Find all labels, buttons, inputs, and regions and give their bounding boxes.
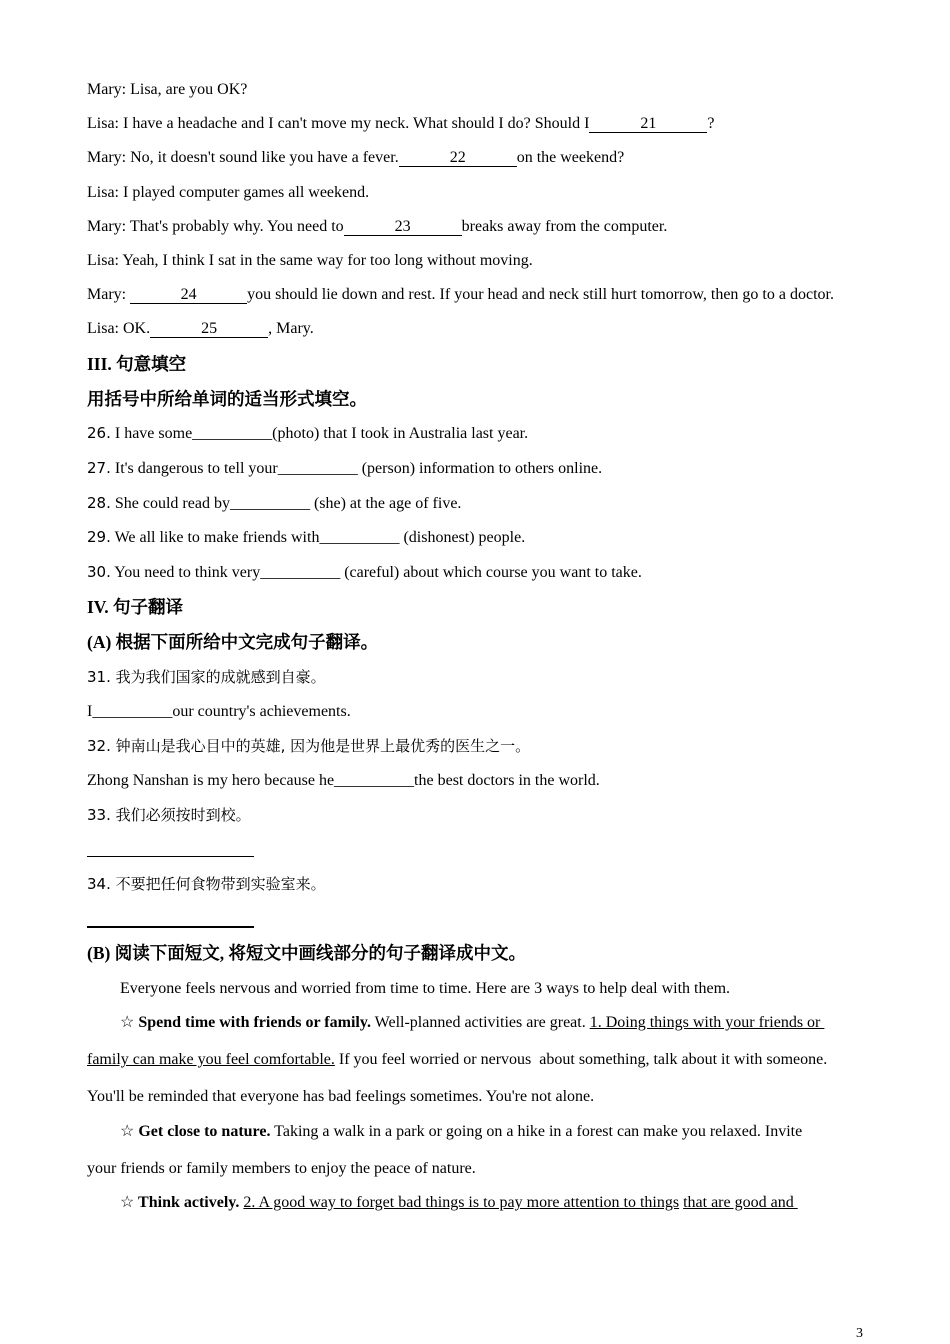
question-text: Zhong Nanshan is my hero because he xyxy=(87,772,335,789)
question-text: She could read by xyxy=(110,495,230,512)
question-text: 钟南山是我心目中的英雄, 因为他是世界上最优秀的医生之一。 xyxy=(110,737,531,755)
question-text: (dishonest) people. xyxy=(399,529,526,546)
passage-tip-1-line-3: You'll be reminded that everyone has bad feelings sometimes. You're not alone. xyxy=(87,1088,595,1105)
dialogue-text: Mary: xyxy=(87,286,131,303)
star-icon: ☆ xyxy=(120,1194,135,1211)
tip-heading: Think actively. xyxy=(134,1194,240,1211)
answer-blank[interactable]: __________ xyxy=(92,703,173,720)
answer-blank[interactable]: __________ xyxy=(192,425,273,442)
question-text: (careful) about which course you want to take. xyxy=(340,564,642,581)
dialogue-line-7 xyxy=(87,285,834,305)
passage-intro: Everyone feels nervous and worried from time to time. Here are 3 ways to help deal with them. xyxy=(120,980,731,997)
dialogue-text: Lisa: OK. xyxy=(87,320,151,337)
question-26 xyxy=(87,423,528,444)
dialogue-line-5 xyxy=(87,217,667,237)
question-number: 33. xyxy=(87,806,111,824)
question-number: 29. xyxy=(87,528,111,546)
question-text: (person) information to others online. xyxy=(357,460,603,477)
passage-text: If you feel worried or nervous about something, talk about it with someone. xyxy=(334,1051,828,1068)
answer-blank[interactable]: __________ xyxy=(319,529,400,546)
section-4-title: IV. 句子翻译 xyxy=(87,597,183,617)
dialogue-line-8 xyxy=(87,319,314,339)
tip-heading: Spend time with friends or family. xyxy=(134,1014,371,1031)
question-30 xyxy=(87,562,642,583)
dialogue-text: you should lie down and rest. If your head and neck still hurt tomorrow, then go to a doctor. xyxy=(247,286,834,303)
question-number: 30. xyxy=(87,563,111,581)
dialogue-line-2 xyxy=(87,114,715,134)
underlined-sentence-2: 2. A good way to forget bad things is to pay more attention to things xyxy=(243,1194,680,1211)
question-number: 27. xyxy=(87,459,111,477)
question-34-chinese xyxy=(87,874,326,895)
section-3-title: III. 句意填空 xyxy=(87,354,187,374)
question-text: 不要把任何食物带到实验室来。 xyxy=(110,875,326,893)
question-27 xyxy=(87,458,602,479)
answer-blank[interactable]: __________ xyxy=(334,772,415,789)
question-text: We all like to make friends with xyxy=(110,529,320,546)
section-3-instruction: 用括号中所给单词的适当形式填空。 xyxy=(87,389,367,409)
answer-blank[interactable]: __________ xyxy=(277,460,358,477)
dialogue-line-1 xyxy=(87,80,247,100)
underlined-sentence-2-cont: that are good and xyxy=(683,1194,798,1211)
dialogue-text: Mary: That's probably why. You need to xyxy=(87,218,344,235)
question-number: 32. xyxy=(87,737,111,755)
blank-22[interactable]: 22 xyxy=(399,150,517,167)
blank-21[interactable]: 21 xyxy=(589,116,707,133)
passage-tip-1 xyxy=(120,1013,824,1033)
question-text: (she) at the age of five. xyxy=(309,495,462,512)
question-text: 我为我们国家的成就感到自豪。 xyxy=(110,668,326,686)
dialogue-line-4 xyxy=(87,183,369,203)
question-28 xyxy=(87,493,461,514)
passage-text: Taking a walk in a park or going on a hike in a forest can make you relaxed. Invite xyxy=(270,1123,803,1140)
page-number: 3 xyxy=(856,1326,863,1341)
question-text: (photo) that I took in Australia last year. xyxy=(272,425,529,442)
star-icon: ☆ xyxy=(120,1014,135,1031)
dialogue-text: on the weekend? xyxy=(516,149,625,166)
dialogue-text: Lisa: I played computer games all weekend. xyxy=(87,184,370,201)
question-33-chinese xyxy=(87,805,251,826)
dialogue-text: Lisa: Yeah, I think I sat in the same way for too long without moving. xyxy=(87,252,533,269)
passage-text: Well-planned activities are great. xyxy=(370,1014,590,1031)
dialogue-text: ? xyxy=(707,115,715,132)
question-number: 28. xyxy=(87,494,111,512)
question-29 xyxy=(87,527,525,548)
question-text: It's dangerous to tell your xyxy=(110,460,278,477)
blank-25[interactable]: 25 xyxy=(150,321,268,338)
dialogue-text: breaks away from the computer. xyxy=(461,218,668,235)
passage-tip-2 xyxy=(120,1122,802,1142)
question-number: 34. xyxy=(87,875,111,893)
star-icon: ☆ xyxy=(120,1123,135,1140)
dialogue-text: Mary: No, it doesn't sound like you have a fever. xyxy=(87,149,399,166)
question-text: I xyxy=(87,703,93,720)
question-text: the best doctors in the world. xyxy=(414,772,600,789)
question-31-english xyxy=(87,702,351,722)
dialogue-line-6 xyxy=(87,251,533,271)
dialogue-line-3 xyxy=(87,148,624,168)
answer-line-34[interactable] xyxy=(87,926,254,928)
dialogue-text: , Mary. xyxy=(268,320,314,337)
part-b-instruction: (B) 阅读下面短文, 将短文中画线部分的句子翻译成中文。 xyxy=(87,943,526,963)
question-text: I have some xyxy=(110,425,193,442)
answer-line-33[interactable] xyxy=(87,856,254,857)
underlined-sentence-1: 1. Doing things with your friends or xyxy=(589,1014,825,1031)
question-32-english xyxy=(87,771,600,791)
dialogue-text: Lisa: I have a headache and I can't move my neck. What should I do? Should I xyxy=(87,115,590,132)
question-text: 我们必须按时到校。 xyxy=(110,806,251,824)
part-a-instruction: (A) 根据下面所给中文完成句子翻译。 xyxy=(87,632,379,652)
passage-tip-2-line-2: your friends or family members to enjoy the peace of nature. xyxy=(87,1160,476,1177)
blank-24[interactable]: 24 xyxy=(130,287,247,304)
question-text: our country's achievements. xyxy=(172,703,351,720)
question-text: You need to think very xyxy=(110,564,261,581)
answer-blank[interactable]: __________ xyxy=(260,564,341,581)
question-32-chinese xyxy=(87,736,530,757)
answer-blank[interactable]: __________ xyxy=(229,495,310,512)
dialogue-text: Mary: Lisa, are you OK? xyxy=(87,81,248,98)
blank-23[interactable]: 23 xyxy=(344,219,462,236)
question-31-chinese xyxy=(87,667,326,688)
question-number: 26. xyxy=(87,424,111,442)
passage-tip-3 xyxy=(120,1193,798,1213)
underlined-sentence-1-cont: family can make you feel comfortable. xyxy=(87,1051,335,1068)
passage-tip-1-line-2 xyxy=(87,1050,827,1070)
tip-heading: Get close to nature. xyxy=(134,1123,271,1140)
question-number: 31. xyxy=(87,668,111,686)
